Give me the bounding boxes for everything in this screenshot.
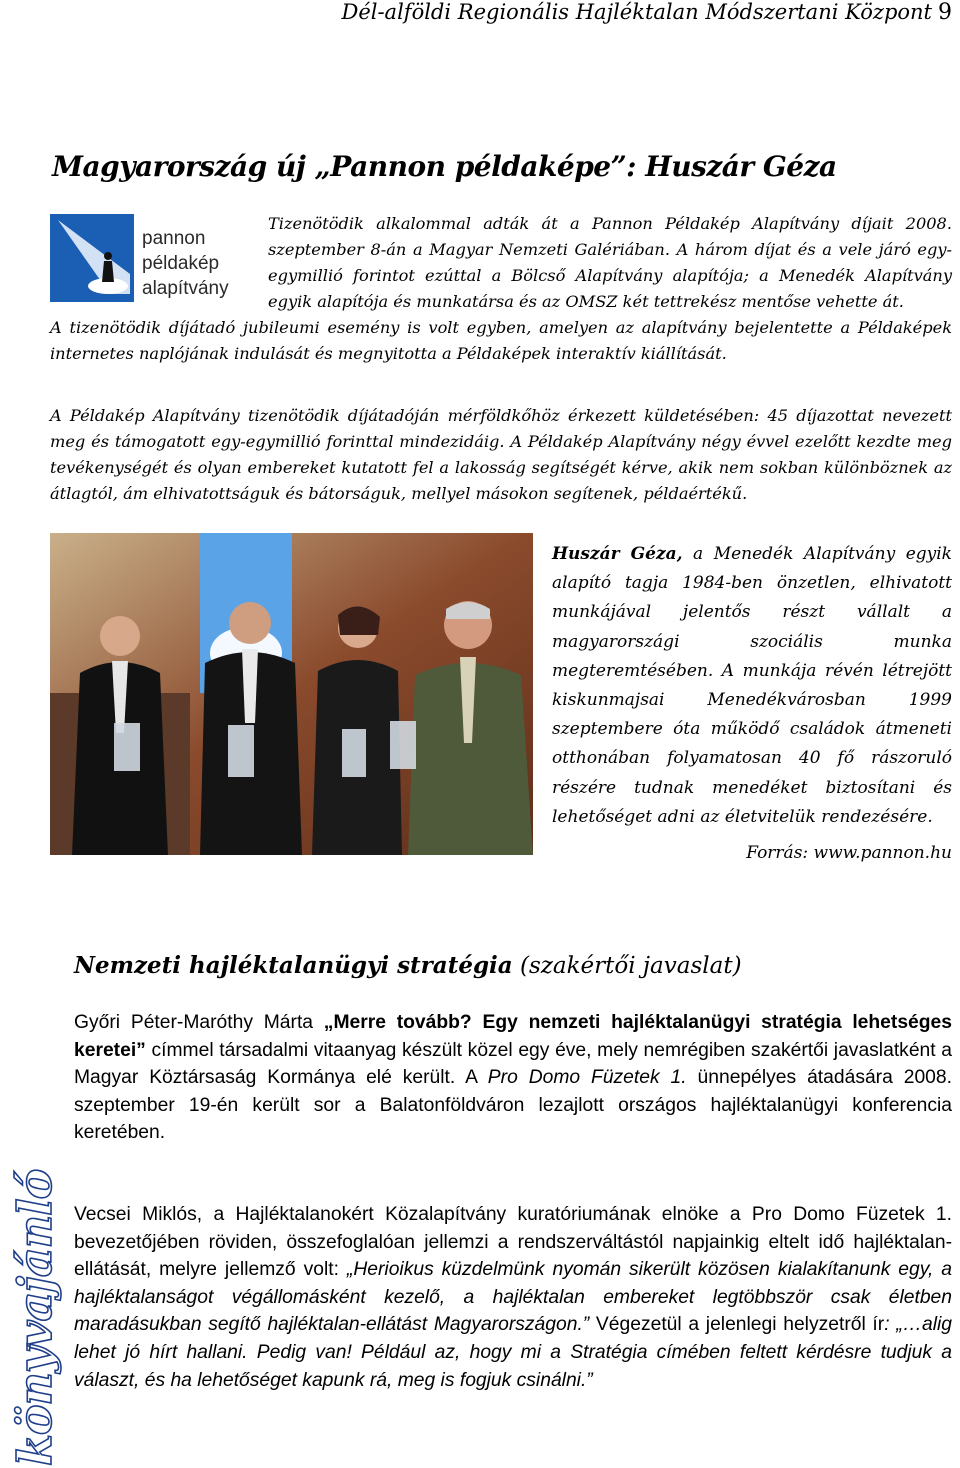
- pannon-logo: [50, 214, 246, 306]
- award-ceremony-photo: [50, 533, 533, 855]
- logo-line3: alapítvány: [142, 278, 229, 299]
- strategy-title-quote: „Merre tovább? Egy nemzeti hajléktalanügyi stratégia lehetséges keretei”: [74, 1012, 952, 1061]
- section-title: [74, 952, 742, 979]
- page-header: [341, 0, 952, 25]
- source-credit: Forrás: www.pannon.hu: [746, 843, 952, 863]
- section-title-sub: (szakértői javaslat): [512, 953, 742, 979]
- article-title: Magyarország új „Pannon példaképe”: Huszár Géza: [52, 150, 837, 183]
- header-title: Dél-alföldi Regionális Hajléktalan Módszertani Központ: [341, 0, 932, 24]
- logo-figure-body: [102, 261, 114, 282]
- foundation-paragraph: A Példakép Alapítvány tizenötödik díjátadóján mérföldkőhöz érkezett küldetésében: 45 díjazottat nevezett meg és támogatott egy-egymillió forinttal mindezidáig. A Példakép Alapítvány négy évvel ezelőtt kezdte meg tevékenységét és olyan embereket kutatott fel a lakosság segítségét kérve, akik nem sokban különböznek az átlagtól, ám elhivatottságuk és bátorságuk, mellyel másokon segítenek, példaértékű.: [50, 406, 952, 503]
- page-number: 9: [938, 0, 952, 25]
- bio-text: a Menedék Alapítvány egyik alapító tagja 1984-ben önzetlen, elhivatott munkájával jelentős részt vállalt a magyarországi szociális munka megteremtésében. A munkája révén létrejött kiskunmajsai Menedékvárosban 1999 szeptembere óta működő családok átmeneti otthonában folyamatosan 40 fő rászoruló részére tudnak menedéket biztosítani és lehetőséget adni az életvitelük rendezésére.: [552, 544, 952, 827]
- pannon-logo-graphic: [50, 214, 246, 306]
- pro-domo-title: Pro Domo Füzetek 1.: [487, 1067, 687, 1089]
- bio-paragraph: [552, 540, 952, 832]
- intro-paragraph-continued: A tizenötödik díjátadó jubileumi esemény is volt egyben, amelyen az alapítvány bejelentette a Példaképek internetes naplójának indulását és megnyitotta a Példaképek interaktív kiállítását.: [50, 318, 952, 363]
- logo-line1: pannon: [142, 228, 206, 249]
- sidebar-label: [0, 968, 62, 1468]
- logo-line2: példakép: [142, 253, 220, 274]
- award-photo-graphic: [50, 533, 533, 855]
- trophy-3: [342, 729, 366, 777]
- logo-figure-head: [104, 252, 112, 260]
- preface-text-1: Vecsei Miklós, a Hajléktalanokért Közalapítvány kuratóriumának elnöke a Pro Domo Füzetek 1. bevezetőjében röviden, összefoglalóan jellemzi a rendszerváltástól napjainkig eltelt idő hajléktalan-ellátását, melyre jellemző volt:: [74, 1204, 952, 1281]
- strategy-authors: Győri Péter-Maróthy Márta: [74, 1012, 324, 1033]
- man1-head: [100, 616, 140, 656]
- preface-paragraph: [74, 1201, 952, 1394]
- strategy-paragraph: [74, 1009, 952, 1147]
- trophy-4: [390, 721, 416, 769]
- trophy-2: [228, 725, 254, 777]
- bio-name: Huszár Géza,: [552, 544, 683, 564]
- man2-head: [229, 602, 271, 644]
- intro-paragraph: Tizenötödik alkalommal adták át a Pannon Példakép Alapítvány díjait 2008. szeptember 8-án a Magyar Nemzeti Galériában. A három díjat és a vele járó egy-egymillió forintot ezúttal a Bölcső Alapítvány alapítója; a Menedék Alapítvány egyik alapítója és munkatársa és az OMSZ két tettrekész mentőse vehette át.: [268, 214, 952, 311]
- trophy-1: [114, 723, 140, 771]
- sidebar-label-text: könyvajánló: [8, 1169, 62, 1466]
- preface-text-2: Végezetül a jelenlegi helyzetről ír: [589, 1314, 885, 1336]
- strategy-text-2: ünnepélyes átadására 2008. szeptember 19-én került sor a Balatonföldváron lezajlott országos hajléktalanügyi konferencia keretében.: [74, 1067, 952, 1144]
- strategy-text-1: címmel társadalmi vitaanyag készült közel egy éve, mely nemrégiben szakértői javaslatként a Magyar Köztársaság Kormánya elé került. A: [74, 1039, 952, 1089]
- section-title-main: Nemzeti hajléktalanügyi stratégia: [74, 952, 513, 979]
- preface-quote-1: „Herioikus küzdelmünk nyomán sikerült közösen kialakítanunk egy, a hajléktalanságot végállomásként kezelő, a hajléktalan embereket legtöbbször csak életben maradásukban segítő hajléktalan-ellátást Magyarországon.”: [74, 1259, 952, 1336]
- preface-quote-2: : „…alig lehet jó hírt hallani. Pedig van! Például az, hogy mi a Stratégia címében feltett kérdésre tudjuk a választ, és ha lehetőséget kapunk rá, meg is fogjuk csinálni.”: [74, 1314, 952, 1391]
